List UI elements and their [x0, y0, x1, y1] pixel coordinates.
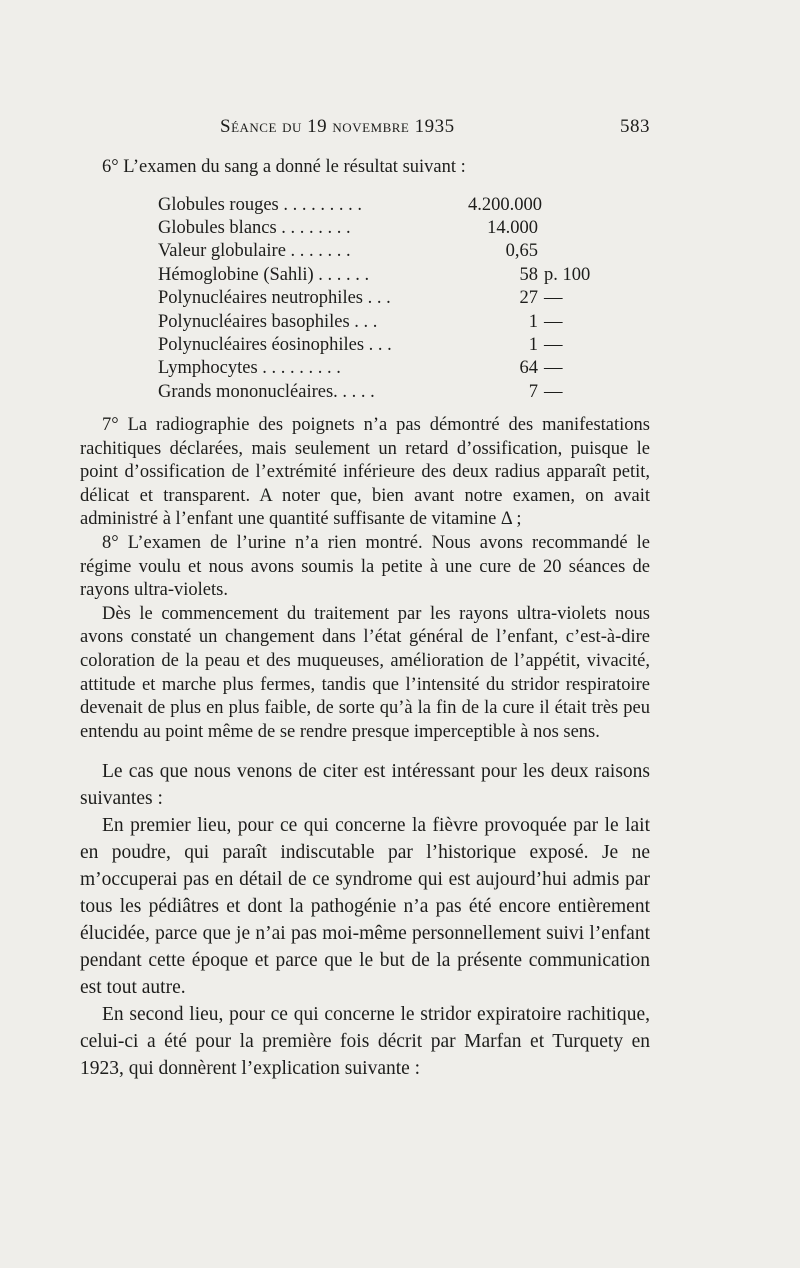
row-unit: —	[544, 381, 563, 402]
row-label: Polynucléaires neutrophiles . . .	[158, 288, 391, 309]
row-unit: —	[544, 311, 563, 332]
page-number: 583	[620, 116, 650, 137]
paragraph-radiography: 7° La radiographie des poignets n’a pas démontré des manifestations rachitiques déclarées, mais seulement un retard d’ossification, puisque le point d’ossification de l’extrémité inférieure des deux radius apparaît petit, délicat et transparent. A noter que, bien avant notre examen, on avait administré à l’enfant une quantité suffisante de vitamine Δ ;	[80, 415, 650, 530]
table-row	[158, 217, 572, 240]
row-value: 7	[528, 381, 538, 402]
blood-results-table	[158, 194, 591, 405]
table-row	[158, 264, 591, 287]
table-row	[158, 357, 572, 380]
table-row	[158, 194, 572, 217]
row-unit: —	[544, 334, 563, 355]
row-label: Lymphocytes . . . . . . . . .	[158, 358, 341, 379]
header-title: Séance du 19 novembre 1935	[220, 116, 455, 137]
row-label: Grands mononucléaires. . . . .	[158, 381, 375, 402]
row-unit: —	[544, 288, 563, 309]
section-gap	[80, 744, 650, 758]
table-row	[158, 334, 572, 357]
row-value: 4.200.000	[468, 194, 542, 215]
row-value: 1	[528, 334, 538, 355]
body-text	[80, 156, 650, 1082]
paragraph-treatment: Dès le commencement du traitement par les rayons ultra-violets nous avons constaté un changement dans l’état général de l’enfant, c’est-à-dire coloration de la peau et des muqueuses, amélioration de l’appétit, vivacité, attitude et marche plus fermes, tandis que l’intensité du stridor respiratoire devenait de plus en plus faible, de sorte qu’à la fin de la cure il était très peu entendu au point même de se rendre presque imperceptible à nos sens.	[80, 603, 650, 742]
paragraph-first-reason: En premier lieu, pour ce qui concerne la fièvre provoquée par le lait en poudre, qui paraît indiscutable par l’historique exposé. Je ne m’occuperai pas en détail de ce syndrome qui est aujourd’hui admis par tous les pédiâtres et dont la pathogénie n’a pas été encore entièrement élucidée, parce que je n’ai pas moi-même personnellement suivi l’enfant pendant cette époque et parce que le but de la présente communication est tout autre.	[80, 815, 650, 999]
row-label: Hémoglobine (Sahli) . . . . . .	[158, 264, 370, 285]
table-row	[158, 381, 572, 404]
row-unit: p. 100	[544, 264, 591, 285]
table-row	[158, 311, 572, 334]
row-label: Globules rouges . . . . . . . . .	[158, 194, 362, 215]
row-label: Globules blancs . . . . . . . .	[158, 217, 351, 238]
table-row	[158, 287, 572, 310]
row-value: 64	[519, 358, 538, 379]
row-value: 27	[519, 288, 538, 309]
row-value: 58	[519, 264, 538, 285]
table-row	[158, 240, 572, 263]
row-value: 14.000	[487, 217, 538, 238]
paragraph-interest: Le cas que nous venons de citer est intéressant pour les deux raisons suivantes :	[80, 761, 650, 810]
paragraph-urine: 8° L’examen de l’urine n’a rien montré. Nous avons recommandé le régime voulu et nous avons soumis la petite à une cure de 20 séances de rayons ultra-violets.	[80, 533, 650, 601]
row-unit: —	[544, 358, 563, 379]
row-value: 0,65	[505, 241, 538, 262]
row-label: Polynucléaires basophiles . . .	[158, 311, 378, 332]
intro-paragraph: 6° L’examen du sang a donné le résultat suivant :	[102, 157, 466, 177]
row-label: Polynucléaires éosinophiles . . .	[158, 334, 392, 355]
row-label: Valeur globulaire . . . . . . .	[158, 241, 351, 262]
paragraph-second-reason: En second lieu, pour ce qui concerne le stridor expiratoire rachitique, celui-ci a été pour la première fois décrit par Marfan et Turquety en 1923, qui donnèrent l’explication suivante :	[80, 1004, 650, 1080]
row-value: 1	[528, 311, 538, 332]
